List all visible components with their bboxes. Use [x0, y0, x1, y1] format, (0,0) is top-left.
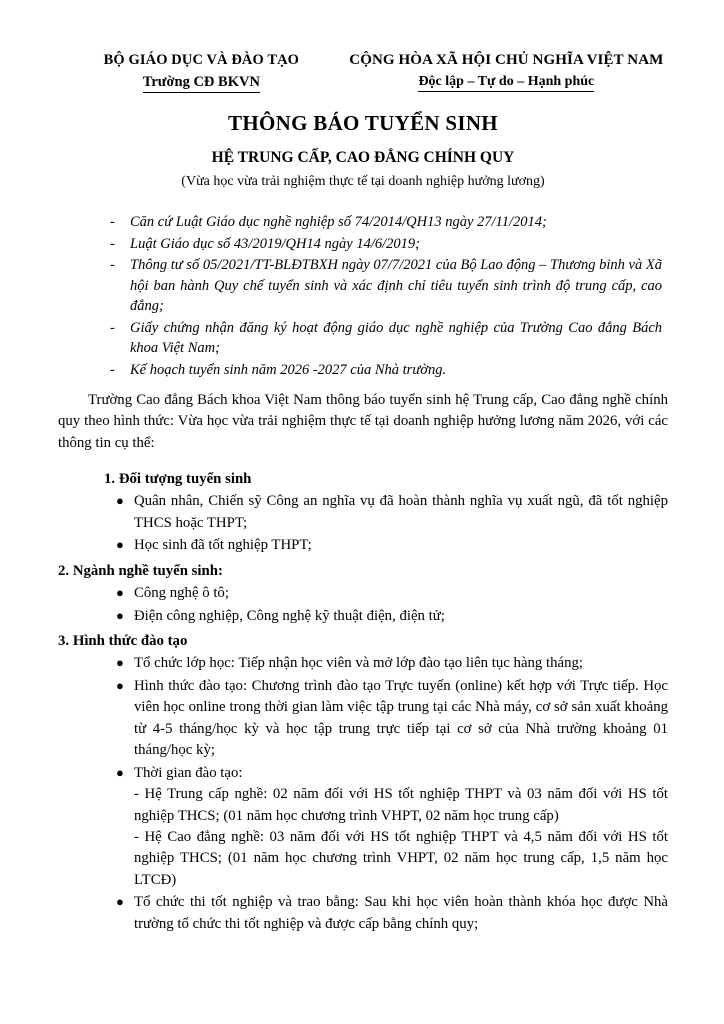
legal-basis-text: Thông tư số 05/2021/TT-BLĐTBXH ngày 07/7/2021 của Bộ Lao động – Thương binh và Xã hội ban hành Quy chế tuyển sinh và xác định chỉ tiêu tuyển sinh trình độ trung cấp, cao đẳng; [130, 257, 662, 315]
section-heading [58, 561, 668, 582]
legal-basis-list [58, 212, 668, 381]
section-heading [58, 631, 668, 652]
title-block [58, 111, 668, 190]
list-item [58, 892, 668, 935]
bullet-icon: ● [116, 493, 124, 509]
section-heading [58, 469, 668, 490]
bullet-icon: ● [116, 607, 124, 623]
header-right-block [345, 52, 668, 92]
dash-marker: - [110, 257, 115, 274]
list-item [58, 212, 668, 233]
list-item-subline: - Hệ Trung cấp nghề: 02 năm đối với HS tốt nghiệp THPT và 03 năm đối với HS tốt nghiệp THCS; (01 năm học chương trình VHPT, 02 năm học trung cấp) [134, 786, 668, 824]
legal-basis-text: Giấy chứng nhận đăng ký hoạt động giáo dục nghề nghiệp của Trường Cao đẳng Bách khoa Việt Nam; [130, 319, 662, 357]
section-title: Hình thức đào tạo [72, 632, 188, 649]
page-subtitle-note: (Vừa học vừa trải nghiệm thực tế tại doanh nghiệp hưởng lương) [181, 174, 545, 189]
list-item-subline: - Hệ Cao đẳng nghề: 03 năm đối với HS tốt nghiệp THPT và 4,5 năm đối với HS tốt nghiệp THCS; (01 năm học chương trình VHPT, 02 năm học trung cấp, 1,5 năm học LTCĐ) [134, 829, 668, 888]
section-3-items [58, 653, 668, 935]
section-1-items [58, 491, 668, 556]
bullet-icon: ● [116, 764, 124, 780]
dash-marker: - [110, 362, 115, 379]
section-number: 3. [58, 632, 70, 649]
section-2-items [58, 583, 668, 627]
dash-marker: - [110, 319, 115, 336]
section-number: 1. [104, 470, 116, 487]
list-item-lead: Thời gian đào tạo: [134, 764, 243, 781]
list-item-text: Quân nhân, Chiến sỹ Công an nghĩa vụ đã hoàn thành nghĩa vụ xuất ngũ, đã tốt nghiệp THCS hoặc THPT; [134, 493, 668, 531]
list-item [58, 360, 668, 381]
list-item-text-group [134, 763, 668, 892]
list-item-text: Hình thức đào tạo: Chương trình đào tạo Trực tuyến (online) kết hợp với Trực tiếp. Học viên học online trong thời gian làm việc tập trung tại các Nhà máy, cơ sở sản xuất khoảng từ 4-5 tháng/học kỳ và học tập trung trực tiếp tại cơ sở của Nhà trường khoảng 01 tháng/học kỳ; [134, 677, 668, 759]
list-item [58, 535, 668, 556]
page-title: THÔNG BÁO TUYỂN SINH [228, 111, 498, 135]
intro-paragraph: Trường Cao đẳng Bách khoa Việt Nam thông báo tuyển sinh hệ Trung cấp, Cao đẳng nghề chính quy theo hình thức: Vừa học vừa trải nghiệm thực tế tại doanh nghiệp hưởng lương năm 2026, với các thông tin cụ thể: [58, 391, 668, 451]
list-item-text: Tổ chức thi tốt nghiệp và trao bằng: Sau khi học viên hoàn thành khóa học được Nhà trường tổ chức thi tốt nghiệp và được cấp bằng chính quy; [134, 894, 668, 932]
dash-marker: - [110, 214, 115, 230]
document-header [58, 52, 668, 93]
list-item [58, 583, 668, 604]
dash-marker: - [110, 235, 115, 252]
ministry-name: BỘ GIÁO DỤC VÀ ĐÀO TẠO [103, 52, 300, 68]
section-title: Ngành nghề tuyển sinh: [72, 562, 223, 579]
bullet-icon: ● [116, 894, 124, 910]
legal-basis-text: Kế hoạch tuyển sinh năm 2026 -2027 của Nhà trường. [130, 362, 447, 379]
list-item [58, 653, 668, 674]
list-item [58, 606, 668, 627]
section-title: Đối tượng tuyển sinh [118, 470, 252, 487]
bullet-icon: ● [116, 585, 124, 601]
country-name: CỘNG HÒA XÃ HỘI CHỦ NGHĨA VIỆT NAM [349, 52, 664, 68]
legal-basis-text: Căn cứ Luật Giáo dục nghề nghiệp số 74/2014/QH13 ngày 27/11/2014; [130, 214, 547, 230]
list-item-text: Học sinh đã tốt nghiệp THPT; [134, 537, 312, 554]
list-item [58, 763, 668, 892]
section-number: 2. [58, 562, 70, 579]
list-item [58, 676, 668, 762]
list-item [58, 255, 668, 317]
list-item-text: Tổ chức lớp học: Tiếp nhận học viên và mở lớp đào tạo liên tục hàng tháng; [134, 655, 584, 672]
national-motto: Độc lập – Tự do – Hạnh phúc [418, 74, 594, 92]
list-item-text: Điện công nghiệp, Công nghệ kỹ thuật điện, điện tử; [134, 607, 445, 624]
bullet-icon: ● [116, 655, 124, 671]
page-subtitle: HỆ TRUNG CẤP, CAO ĐẲNG CHÍNH QUY [211, 149, 515, 166]
bullet-icon: ● [116, 677, 124, 693]
list-item [58, 491, 668, 534]
legal-basis-text: Luật Giáo dục số 43/2019/QH14 ngày 14/6/2019; [130, 235, 420, 252]
list-item [58, 318, 668, 359]
school-name: Trường CĐ BKVN [143, 74, 260, 93]
bullet-icon: ● [116, 537, 124, 553]
list-item [58, 234, 668, 255]
list-item-text: Công nghệ ô tô; [134, 585, 229, 602]
header-left-block [58, 52, 345, 93]
